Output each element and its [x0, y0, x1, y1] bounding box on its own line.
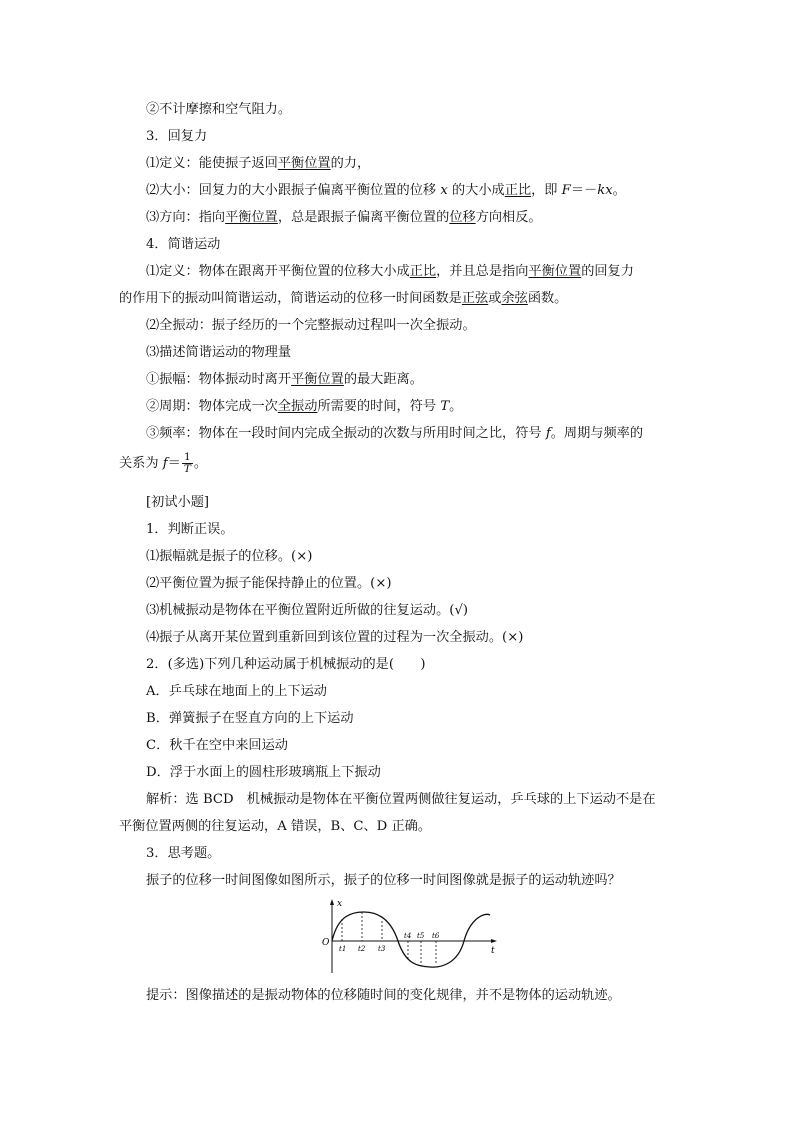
tick-t5: t5 — [417, 932, 425, 940]
tick-t6: t6 — [432, 932, 440, 940]
option-b: B．弹簧振子在竖直方向的上下运动 — [146, 711, 354, 726]
line-restoring-definition: ⑴定义：能使振子返回平衡位置的力， — [146, 156, 371, 171]
t-axis-label: t — [491, 946, 495, 956]
question-3-text: 振子的位移一时间图像如图所示，振子的位移一时间图像就是振子的运动轨迹吗？ — [146, 873, 621, 888]
line-physical-quantities: ⑶描述简谐运动的物理量 — [146, 345, 292, 360]
tick-t4: t4 — [404, 932, 412, 940]
fraction-one-over-t: $\frac{1}{T}$ — [183, 451, 191, 475]
question-3-title: 3．思考题。 — [146, 846, 221, 861]
heading-restoring-force: 3．回复力 — [146, 129, 208, 144]
question-1-item-1: ⑴振幅就是振子的位移。(×) — [146, 549, 313, 564]
origin-label: O — [322, 938, 330, 948]
heading-trial-questions: [初试小题] — [146, 495, 210, 510]
line-restoring-magnitude: ⑵大小：回复力的大小跟振子偏离平衡位置的位移 x 的大小成正比，即 F＝－kx。 — [146, 183, 626, 198]
line-amplitude: ①振幅：物体振动时离开平衡位置的最大距离。 — [146, 372, 423, 387]
line-no-friction: ②不计摩擦和空气阻力。 — [146, 102, 292, 117]
line-shm-definition: ⑴定义：物体在跟离开平衡位置的位移大小成正比，并且总是指向平衡位置的回复力 — [146, 264, 634, 279]
option-d: D．浮于水面上的圆柱形玻璃瓶上下振动 — [146, 765, 381, 780]
option-a: A．乒乓球在地面上的上下运动 — [146, 684, 327, 699]
line-shm-definition-cont: 的作用下的振动叫简谐运动，简谐运动的位移一时间函数是正弦或余弦函数。 — [119, 291, 568, 306]
displacement-time-graph — [318, 897, 500, 977]
line-frequency: ③频率：物体在一段时间内完成全振动的次数与所用时间之比，符号 f。周期与频率的 — [146, 426, 644, 441]
question-1-title: 1．判断正误。 — [146, 522, 234, 537]
heading-simple-harmonic: 4．简谐运动 — [146, 237, 221, 252]
answer-analysis: 解析：选 BCD 机械振动是物体在平衡位置两侧做往复运动，乒乓球的上下运动不是在 — [146, 792, 656, 807]
tick-t2: t2 — [358, 945, 366, 953]
tick-t1: t1 — [339, 945, 347, 953]
question-1-item-2: ⑵平衡位置为振子能保持静止的位置。(×) — [146, 576, 392, 591]
x-axis-arrow — [330, 899, 334, 905]
hint-text: 提示：图像描述的是振动物体的位移随时间的变化规律，并不是物体的运动轨迹。 — [146, 988, 621, 1003]
option-c: C．秋千在空中来回运动 — [146, 738, 288, 753]
question-1-item-4: ⑷振子从离开某位置到重新回到该位置的过程为一次全振动。(×) — [146, 630, 524, 645]
x-axis-label: x — [337, 899, 343, 909]
line-restoring-direction: ⑶方向：指向平衡位置，总是跟振子偏离平衡位置的位移方向相反。 — [146, 210, 542, 225]
t-axis-arrow — [491, 939, 497, 943]
question-1-item-3: ⑶机械振动是物体在平衡位置附近所做的往复运动。(√) — [146, 603, 469, 618]
line-frequency-relation: 关系为 f＝ $\frac{1}{T}$ 。 — [119, 451, 208, 475]
answer-analysis-cont: 平衡位置两侧的往复运动，A 错误，B、C、D 正确。 — [119, 819, 432, 834]
tick-t3: t3 — [378, 945, 386, 953]
line-period: ②周期：物体完成一次全振动所需要的时间，符号 T。 — [146, 399, 463, 414]
question-2-title: 2．(多选)下列几种运动属于机械振动的是( ) — [146, 657, 426, 672]
line-full-vibration: ⑵全振动：振子经历的一个完整振动过程叫一次全振动。 — [146, 318, 476, 333]
